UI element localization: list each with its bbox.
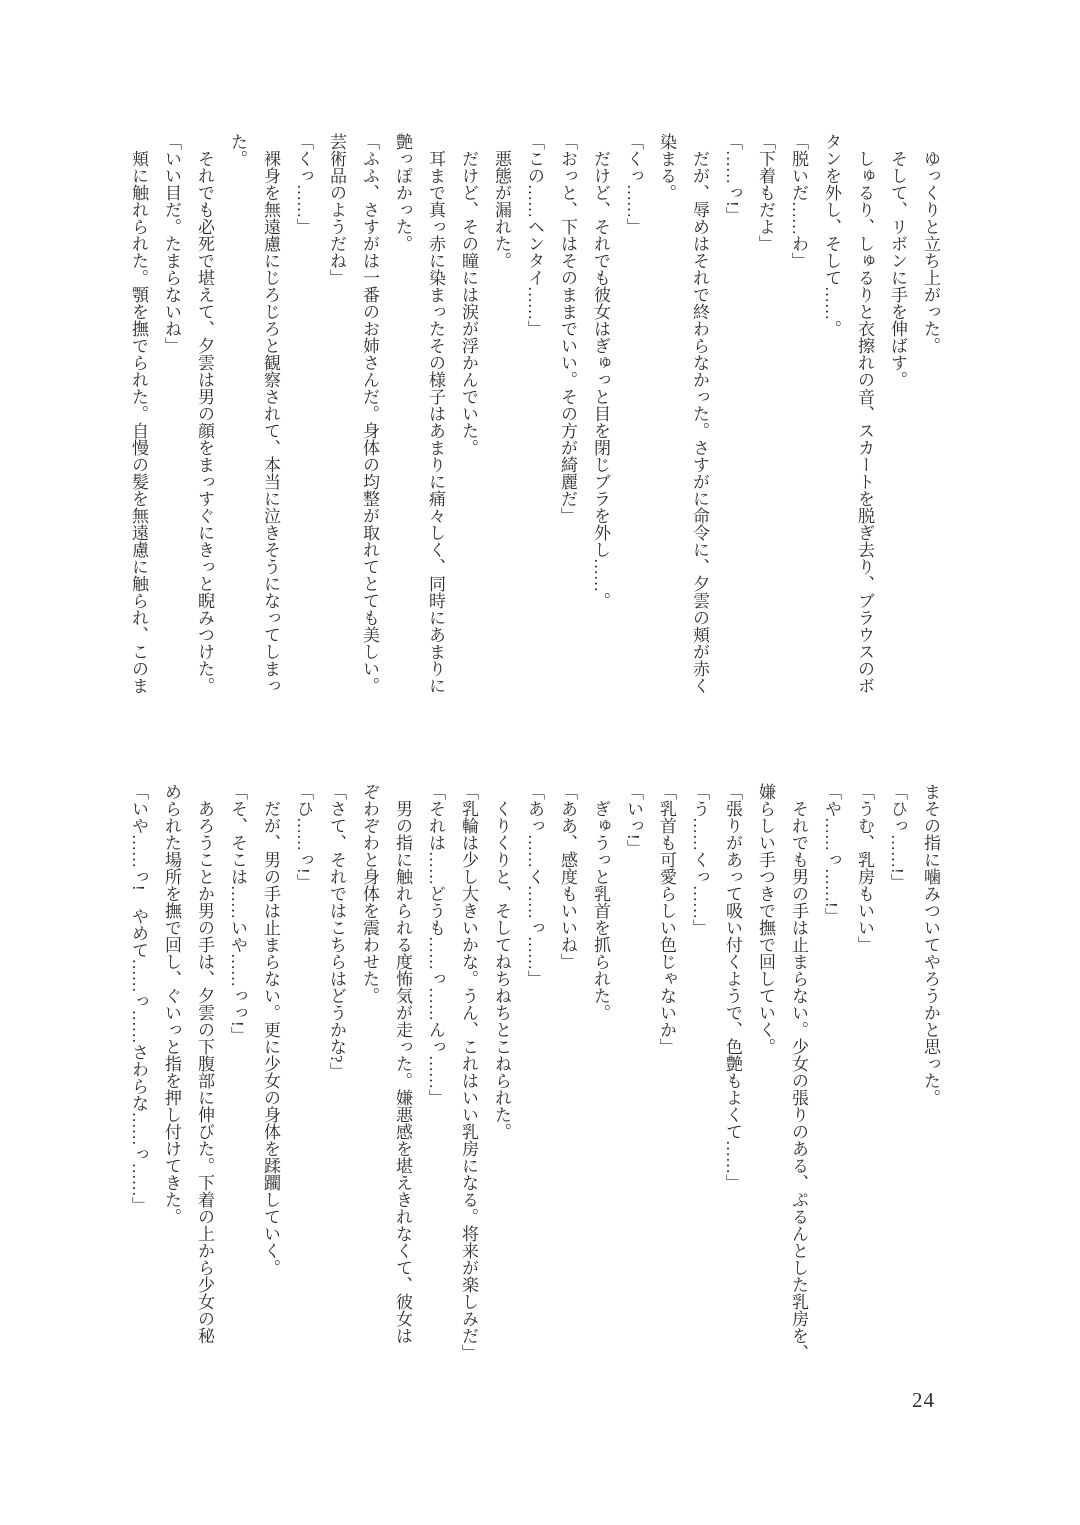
text-line: それでも必死で堪えて、夕雲は男の顔をまっすぐにきっと睨みつけた。	[195, 150, 214, 694]
text-line: 「……っ!」	[723, 133, 742, 224]
text-line: タンを外し、そして……。	[822, 133, 841, 337]
text-line: 「ああ、感度もいいね」	[558, 783, 577, 970]
text-line: ぞわぞわと身体を震わせた。	[360, 783, 379, 1004]
text-line: 「いい目だ。たまらないね」	[162, 133, 181, 354]
text-line: 「乳首も可愛らしい色じゃないか」	[657, 783, 676, 1055]
text-line: 「張りがあって吸い付くようで、色艶もよくて……」	[723, 783, 742, 1191]
text-line: 「ひっ……!」	[888, 783, 907, 891]
text-line: だが、男の手は止まらない。更に少女の身体を蹂躙していく。	[261, 800, 280, 1276]
text-line: だけど、それでも彼女はぎゅっと目を閉じブラを外し……。	[591, 150, 610, 609]
text-line: 「脱いだ……わ」	[789, 133, 808, 269]
text-line: 「いや……っ! やめて……っ……さわらな……っ……」	[129, 783, 148, 1214]
text-line: ぎゅうっと乳首を抓られた。	[591, 800, 610, 1021]
text-line: 悪態が漏れた。	[492, 150, 511, 269]
text-line: 耳まで真っ赤に染まったその様子はあまりに痛々しく、同時にあまりに	[426, 150, 445, 694]
text-line: あろうことか男の手は、夕雲の下腹部に伸びた。下着の上から少女の秘	[195, 800, 214, 1344]
text-line: 裸身を無遠慮にじろじろと観察されて、本当に泣きそうになってしまっ	[261, 150, 280, 694]
text-line: 「うむ、乳房もいい」	[855, 783, 874, 953]
text-line: た。	[228, 133, 247, 167]
text-line: しゅるり、しゅるりと衣擦れの音、スカートを脱ぎ去り、ブラウスのボ	[855, 150, 874, 694]
text-line: 「くっ……」	[294, 133, 313, 235]
text-line: 艶っぽかった。	[393, 133, 412, 252]
text-line: 「さて、それではこちらはどうかな?」	[327, 783, 346, 1080]
text-line: それでも男の手は止まらない。少女の張りのある、ぷるんとした乳房を、	[789, 800, 808, 1361]
text-line: められた場所を撫で回し、ぐいっと指を押し付けてきた。	[162, 783, 181, 1225]
page-number: 24	[912, 1388, 935, 1412]
text-line: 「下着もだよ」	[756, 133, 775, 252]
text-line: 「あっ……く……っ……」	[525, 783, 544, 987]
text-line: くりくりと、そしてねちねちとこねられた。	[492, 800, 511, 1140]
text-line: 「そ、そこは……いや……っっ!」	[228, 783, 247, 1044]
text-line: まその指に噛みついてやろうかと思った。	[921, 783, 940, 1106]
text-block-top	[122, 133, 947, 758]
text-line: 「ひ……っ!」	[294, 783, 313, 891]
text-line: 芸術品のようだね」	[327, 133, 346, 286]
text-line: 嫌らしい手つきで撫で回していく。	[756, 783, 775, 1055]
text-line: だけど、その瞳には涙が浮かんでいた。	[459, 150, 478, 456]
text-line: そして、リボンに手を伸ばす。	[888, 150, 907, 388]
text-line: 「ふふ、さすがは一番のお姉さんだ。身体の均整が取れてとても美しい。	[360, 133, 379, 694]
text-line: だが、辱めはそれで終わらなかった。さすがに命令に、夕雲の頬が赤く	[690, 150, 709, 694]
text-line: 「乳輪は少し大きいかな。うん、これはいい乳房になる。将来が楽しみだ」	[459, 783, 478, 1361]
text-line: 男の指に触れられる度怖気が走った。嫌悪感を堪えきれなくて、彼女は	[393, 800, 412, 1344]
text-line: 「この……ヘンタイ……」	[525, 133, 544, 337]
text-line: 染まる。	[657, 133, 676, 201]
text-line: 「くっ……」	[624, 133, 643, 235]
text-line: 「う……くっ……」	[690, 783, 709, 936]
text-line: ゆっくりと立ち上がった。	[921, 150, 940, 354]
text-line: 「や……っ……!」	[822, 783, 841, 925]
text-line: 「いっ!」	[624, 783, 643, 857]
text-line: 頬に触れられた。顎を撫でられた。自慢の髪を無遠慮に触られ、このま	[129, 150, 148, 694]
text-line: 「おっと、下はそのままでいい。その方が綺麗だ」	[558, 133, 577, 524]
text-block-bottom	[122, 783, 947, 1408]
text-line: 「それは……どうも……っ……んっ……」	[426, 783, 445, 1106]
